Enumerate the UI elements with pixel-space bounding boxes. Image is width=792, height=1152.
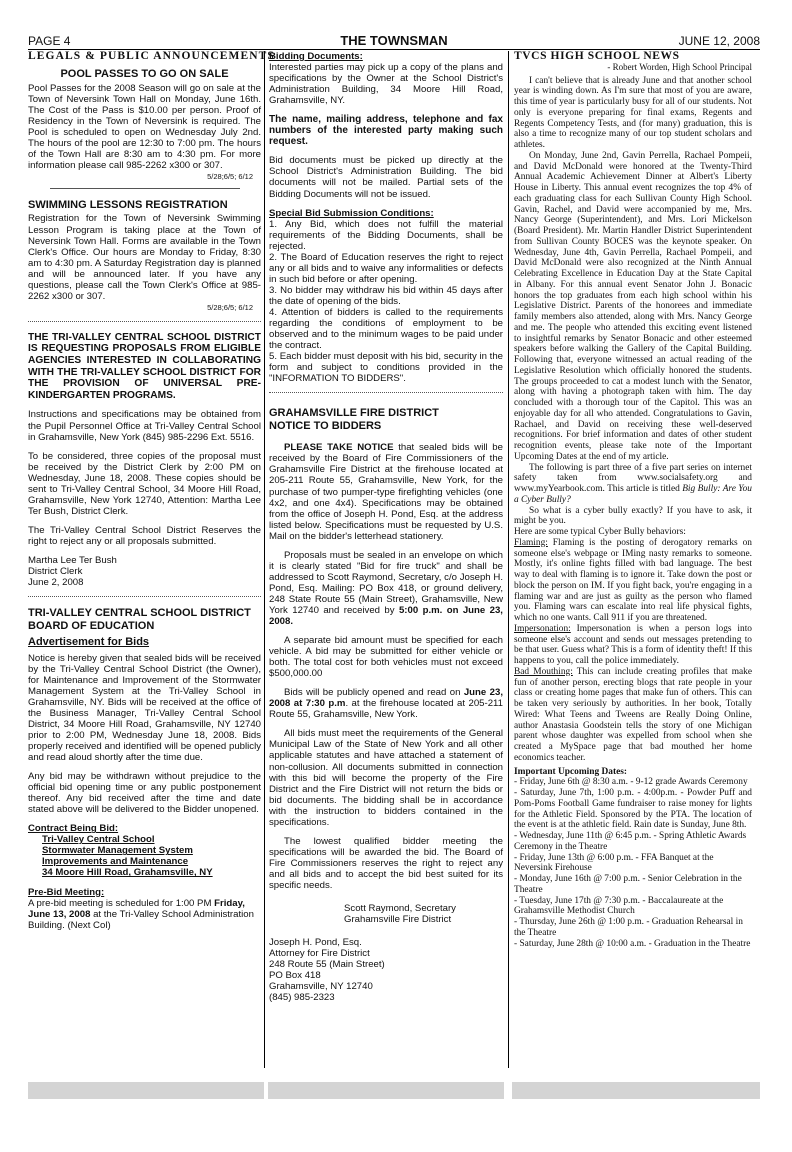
- prebid-text: A pre-bid meeting is scheduled for 1:00 PM: [28, 897, 215, 909]
- fire-paragraph-text: Proposals must be sealed in an envelope on which it is clearly stated "Bid for fire truck" and shall be addressed to Scott Raymond, Secretary, c/o Joseph H. Pond, Esq. Mailing: PO Box 418, or ground delivery, 248 State Route 55 (Main Street), Grahamsville, New York 12740 and received by: [269, 549, 503, 616]
- special-conditions-label: Special Bid Submission Conditions:: [269, 207, 434, 219]
- news-paragraph-2: On Monday, June 2nd, Gavin Perrella, Rachael Pompeii, and David McDonald were honored at the Twenty-Third Annual Academic Achievement Dinner at Albert's Liberty House in Liberty. This annual event recognizes the top 4% of each graduating class for each Sullivan County High School. Gavin, Rachel, and David were accompanied by me, Mrs. Nancy George (Superintendent), and Mrs. Lori Mickelson (Board President). Mr. Martin Handler District Superintendent from Sullivan County BOCES was the keynote speaker. On Wednesday, June 4th, Gavin Perrella, Rachael Pompeii, and David McDonald were also recognized at the Ninth Annual Celebrating Excellence in Education Day at the State Capital in Albany. For this annual event Senator John J. Bonacic honors the top graduates from each high school within his Legislative District. Parents of the honorees and immediate family members also attended, along with Mrs. Nancy George and me. The people who attended this exciting event listened to insightful remarks by Senator Bonacic and other esteemed speakers before walking the Gallery of the Capital Building. Following that, everyone witnessed an actual reading of the Legislative Resolution which officially honored the students. The groups proceeded to cat a modest lunch with the Senator, along with having a photograph taken with him. The day concluded with a thorough tour of the Capitol. This was an enjoyable day for all who attended. Congratulations to Gavin, Rachael, and David on receiving these well-deserved recognitions. For brief information and dates of other student recognition events, please take note of the Important Upcoming Dates at the end of my article.: [514, 150, 752, 462]
- news-paragraph-text: The following is part three of a five part series on internet safety taken from www.socialsafety.org and www.myYearbook.com. This article is titled: [514, 462, 752, 494]
- column-divider-1: [264, 51, 265, 1068]
- upcoming-date-item: - Saturday, June 7th, 1:00 p.m. - 4:00p.m. - Powder Puff and Pom-Poms Football Game fundraiser to raise money for lights for the Athletic Field. Sponsored by the PTA. The location of the event is at the athletic field. Rain date is Sunday, June 8th.: [514, 788, 752, 831]
- column-school-news: [514, 51, 752, 1152]
- bad-mouthing-paragraph: [514, 667, 752, 764]
- boe-paragraph-1: Notice is hereby given that sealed bids will be received by the Tri-Valley Central School District (the Owner), for Maintenance and Improvement of the Stormwater Management System at the Tri-Valley School in Grahamsville, NY. Bids will be received at the office of the Business Manager, Tri-Valley Central School District, 34 Moore Hill Road, Grahamsville, NY 12740 prior to 2:00 PM, Wednesday June 18, 2008. Bids properly received and identified will be opened publicly and read aloud shortly after the time due.: [28, 652, 261, 764]
- contract-line: Improvements and Maintenance: [42, 856, 189, 868]
- fire-notice-lead: PLEASE TAKE NOTICE: [284, 442, 394, 454]
- prek-signature-title: District Clerk: [28, 566, 83, 578]
- page-number: PAGE 4: [28, 34, 71, 48]
- prebid-body: [28, 898, 261, 931]
- swim-heading: SWIMMING LESSONS REGISTRATION: [28, 198, 228, 211]
- bid-docs-body: Interested parties may pick up a copy of the plans and specifications by the Owner at the School District's Administration Building, 34 Moore Hill Road, Grahamsville, NY.: [269, 62, 503, 107]
- divider: [50, 188, 240, 189]
- upcoming-date-item: - Friday, June 6th @ 8:30 a.m. - 9-12 grade Awards Ceremony: [514, 777, 748, 788]
- impersonation-text: Impersonation is when a person logs into someone else's account and sends out messages pretending to be that user. Guess what? This is a form of identity theft! If this happens to you, call the police immediately.: [514, 623, 752, 666]
- special-condition-item: 3. No bidder may withdraw his bid within 45 days after the date of opening of the bids.: [269, 284, 503, 307]
- prebid-date: Friday, June 13, 2008: [28, 897, 245, 920]
- page-header: [28, 34, 760, 48]
- article-series-title: Big Bully: Are You a Cyber Bully?: [514, 484, 752, 505]
- bad-mouthing-text: This can include creating profiles that make fun of another person, erecting blogs that rate people in your class or creating home pages that make fun of others. This can be taken very seriously by authorities. In her book, Totally Wired: What Teens and Tweens are Really Doing Online, author Anastasia Goodstein tells the story of one Michigan parent whose daughter was expelled from school when she created a MySpace page that bad mouthed her home economics teacher.: [514, 666, 752, 763]
- fire-paragraph-4: [269, 687, 503, 720]
- pool-body: Pool Passes for the 2008 Season will go on sale at the Town of Neversink Town Hall on Monday, June 16th. The Cost of the Pass is $10.00 per person. Proof of Residency in the Town of Neversink is required. The Pool is scheduled to open on Wednesday July 2nd. The hours of the pool are 12:30 to 7:00 pm. The hours of the Town Hall are 8:30 am to 4:30 pm. For more information please call 985-2262 x300 or 307.: [28, 82, 261, 171]
- dotted-divider: [269, 392, 503, 393]
- boe-subheading: Advertisement for Bids: [28, 636, 150, 649]
- address-line: Joseph H. Pond, Esq.: [269, 937, 362, 949]
- footer-bar: [28, 1082, 264, 1099]
- flaming-paragraph: [514, 538, 752, 624]
- section-heading: LEGALS & PUBLIC ANNOUNCEMENTS: [28, 50, 275, 62]
- impersonation-paragraph: [514, 624, 752, 667]
- fire-paragraph-5: All bids must meet the requirements of the General Municipal Law of the State of New York and all other applicable statutes and have attached a statement of non-collusion. All documents submitted in connection with this bid will become the property of the Fire District and the Fire District will not return the bids or bid documents. The bidding shall be in accordance with the instruction to bidders contained in the specifications.: [269, 728, 503, 828]
- column-bids: [269, 51, 503, 1152]
- upcoming-date-item: - Wednesday, June 11th @ 6:45 p.m. - Spring Athletic Awards Ceremony in the Theatre: [514, 831, 747, 852]
- prek-signature-date: June 2, 2008: [28, 577, 84, 589]
- bid-docs-bold-notice: The name, mailing address, telephone and fax numbers of the interested party making such request.: [269, 114, 503, 148]
- fire-paragraph-1: [269, 442, 503, 541]
- upcoming-date-item: - Tuesday, June 17th @ 7:30 p.m. - Baccalaureate at the Grahamsville Methodist Church: [514, 895, 724, 917]
- attorney-address: [269, 937, 503, 1003]
- upcoming-dates-heading: Important Upcoming Dates:: [514, 766, 628, 777]
- fire-opening-time: June 23, 2008 at 7:30 p.m: [269, 687, 503, 710]
- fire-heading: GRAHAMSVILLE FIRE DISTRICT: [269, 407, 439, 420]
- news-paragraph-3: [514, 463, 752, 506]
- special-condition-item: 4. Attention of bidders is called to the requirements regarding the conditions of employment to be observed and to the minimum wages to be paid under the contract.: [269, 306, 503, 352]
- special-condition-item: 5. Each bidder must deposit with his bid, security in the form and subject to conditions provided in the "INFORMATION TO BIDDERS".: [269, 351, 503, 385]
- footer-bar: [512, 1082, 760, 1099]
- fire-subheading: NOTICE TO BIDDERS: [269, 419, 382, 432]
- contract-line: Stormwater Management System: [42, 845, 193, 857]
- pool-heading: POOL PASSES TO GO ON SALE: [60, 68, 229, 81]
- flaming-text: Flaming is the posting of derogatory remarks on someone else's webpage or IMing nasty remarks to someone. Mostly, it's online fights filled with bad language. The best way to deal with flaming is to ignore it. Take down the post or block the person on IM. If you fight back, you're engaging in a flaming war and are just as guilty as the person who flamed you. Flaming wars can escalate into real life physical fights, which no one wants. Call 911 if you are threatened.: [514, 537, 752, 623]
- fire-paragraph-text: Bids will be publicly opened and read on: [284, 687, 464, 699]
- upcoming-date-item: - Thursday, June 26th @ 1:00 p.m. - Graduation Rehearsal in the Theatre: [514, 917, 743, 938]
- footer-bar: [268, 1082, 504, 1099]
- address-line: Grahamsville, NY 12740: [269, 981, 373, 993]
- contract-label: Contract Being Bid:: [28, 823, 119, 835]
- fire-deadline: 5:00 p.m. on June 23, 2008.: [269, 604, 503, 628]
- dotted-divider: [28, 321, 261, 322]
- school-news-byline: - Robert Worden, High School Principal: [607, 61, 752, 72]
- address-line: Attorney for Fire District: [269, 948, 370, 960]
- flaming-label: Flaming:: [514, 537, 548, 548]
- special-condition-item: 1. Any Bid, which does not fulfill the material requirements of the Bidding Documents, shall be rejected.: [269, 218, 503, 252]
- fire-paragraph-6: The lowest qualified bidder meeting the specifications will be awarded the bid. The Board of Fire Commissioners reserves the right to reject any and all bids and to accept the bid best suited for its specific needs.: [269, 835, 503, 891]
- address-line: (845) 985-2323: [269, 992, 335, 1004]
- fire-signature-name: Scott Raymond, Secretary: [344, 903, 456, 915]
- fire-paragraph-text: that sealed bids will be received by the Board of Fire Commissioners of the Grahamsville Fire District at the firehouse located at 205-211 Route 55, Grahamsville, New York, for the purchase of two pumper-type firefighting vehicles (one 4x2, and one 4x4). Specifications may be obtained from the office of Joseph H. Pond, Esq. at the address listed below. Specifications must be requested by U.S. Mail on the bidder's letterhead stationery.: [269, 442, 503, 542]
- prek-paragraph-2: To be considered, three copies of the proposal must be received by the District Clerk by 2:00 PM on Wednesday, June 18, 2008. These copies should be sent to Tri-Valley Central School, 34 Moore Hill Road, Grahamsville, New York 12740, Attention: Martha Lee Ter Bush, District Clerk.: [28, 450, 261, 517]
- contract-line: 34 Moore Hill Road, Grahamsville, NY: [42, 867, 213, 879]
- contract-line: Tri-Valley Central School: [42, 834, 155, 846]
- impersonation-label: Impersonation:: [514, 623, 571, 634]
- bid-pickup-body: Bid documents must be picked up directly at the School District's Administration Building. The bid documents will not be mailed. Partial sets of the Bidding Documents will not be issued.: [269, 155, 503, 200]
- newspaper-title: THE TOWNSMAN: [340, 33, 448, 48]
- school-news-heading: TVCS HIGH SCHOOL NEWS: [514, 50, 680, 62]
- prek-signature-name: Martha Lee Ter Bush: [28, 554, 117, 566]
- column-divider-2: [508, 51, 509, 1068]
- swim-body: Registration for the Town of Neversink Swimming Lesson Program is taking place at the Town of Neversink Town Hall. Forms are available in the Town Clerk's Office. Our hours are Monday to Friday, 8:30 am to 4:30 pm. A Saturday Registration day is planned and will be announced later. If you have any questions, please call the Town Clerk's Office at 985-2262 x300 or 307.: [28, 213, 261, 302]
- fire-signature-title: Grahamsville Fire District: [344, 914, 452, 926]
- boe-heading: TRI-VALLEY CENTRAL SCHOOL DISTRICT BOARD OF EDUCATION: [28, 607, 251, 632]
- fire-paragraph-3: A separate bid amount must be specified for each vehicle. A bid may be submitted for either vehicle or both. The total cost for both vehicles must not exceed $500,000.00: [269, 635, 503, 680]
- prebid-text: at the Tri-Valley School Administration Building. (Next Col): [28, 908, 254, 931]
- prek-paragraph-3: The Tri-Valley Central School District Reserves the right to reject any or all proposals submitted.: [28, 524, 261, 547]
- contract-lines: [28, 834, 261, 878]
- news-paragraph-5: Here are some typical Cyber Bully behaviors:: [514, 527, 686, 537]
- swim-run-dates: 5/28;6/5; 6/12: [207, 302, 253, 312]
- column-legals: [28, 50, 275, 1152]
- fire-paragraph-2: [269, 550, 503, 627]
- news-paragraph-1: I can't believe that is already June and that another school year is winding down. As I'm sure that most of you are aware, this time of year is particularly busy for all of our students. Not only is everyone preparing for final exams, Regents and Regents Competency Tests, and (for many) graduation, this is also a time to recognize many of our top student scholars and athletes.: [514, 75, 752, 150]
- address-line: 248 Route 55 (Main Street): [269, 959, 385, 971]
- upcoming-date-item: - Saturday, June 28th @ 10:00 a.m. - Graduation in the Theatre: [514, 938, 751, 949]
- fire-paragraph-text: . at the firehouse located at 205-211 Route 55, Grahamsville, New York.: [269, 698, 503, 721]
- pool-run-dates: 5/28;6/5; 6/12: [207, 171, 253, 181]
- upcoming-date-item: - Friday, June 13th @ 6:00 p.m. - FFA Banquet at the Neversink Firehouse: [514, 852, 714, 874]
- news-paragraph-4: So what is a cyber bully exactly? If you have to ask, it might be you.: [514, 505, 752, 527]
- boe-paragraph-2: Any bid may be withdrawn without prejudice to the official bid opening time or any public postponement thereof. Any bid received after the time and date stated above will be delivered to the Bidder unopened.: [28, 771, 261, 816]
- bid-docs-label: Bidding Documents:: [269, 51, 363, 62]
- prek-paragraph-1: Instructions and specifications may be obtained from the Pupil Personnel Office at Tri-Valley Central School in Grahamsville, New York (845) 985-2296 Ext. 5516.: [28, 409, 261, 443]
- special-condition-item: 2. The Board of Education reserves the right to reject any or all bids and to waive any informalities or defects in such bid before or after opening.: [269, 251, 503, 285]
- bad-mouthing-label: Bad Mouthing:: [514, 666, 573, 677]
- dotted-divider: [28, 596, 261, 597]
- prebid-label: Pre-Bid Meeting:: [28, 886, 105, 898]
- address-line: PO Box 418: [269, 970, 321, 982]
- issue-date: JUNE 12, 2008: [678, 34, 760, 48]
- upcoming-date-item: - Monday, June 16th @ 7:00 p.m. - Senior Celebration in the Theatre: [514, 874, 742, 895]
- prek-heading: THE TRI-VALLEY CENTRAL SCHOOL DISTRICT IS REQUESTING PROPOSALS FROM ELIGIBLE AGENCIES INTERESTED IN COLLABORATING WITH THE TRI-VALLEY SCHOOL DISTRICT FOR THE PROVISION OF UNIVERSAL PRE-KINDERGARTEN PROGRAMS.: [28, 331, 261, 401]
